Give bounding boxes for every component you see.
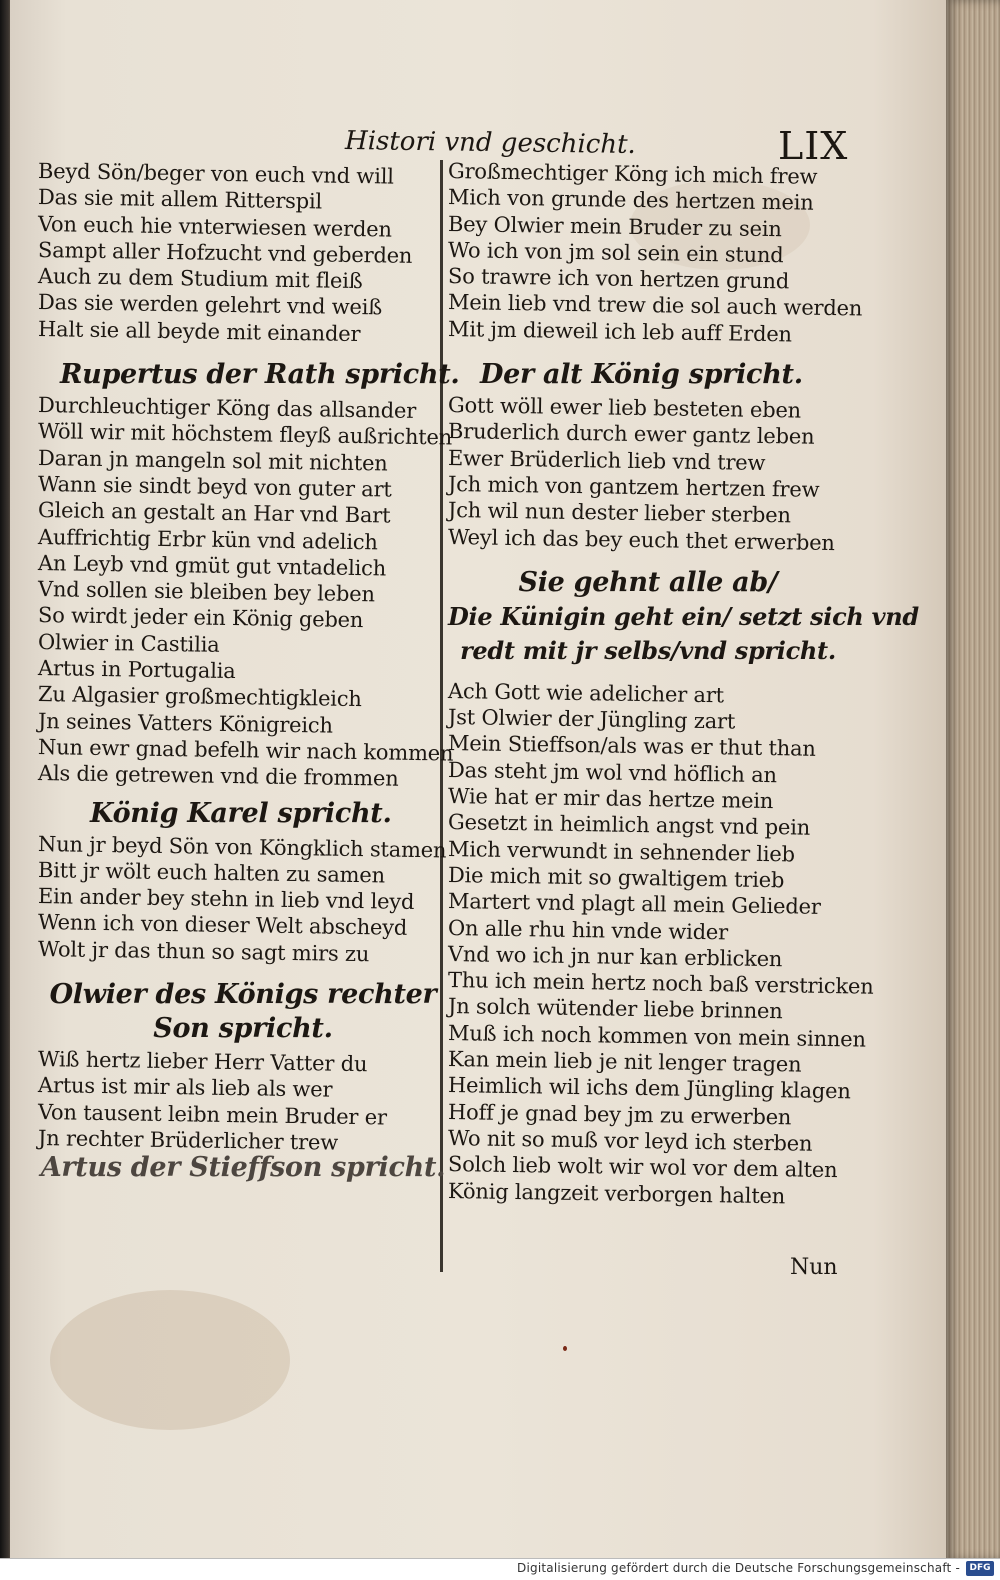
verse-line: An Leyb vnd gmüt gut vntadelich [37, 550, 387, 581]
verse-line: Mich verwundt in sehnender lieb [447, 836, 796, 867]
verse-line: Martert vnd plagt all mein Gelieder [447, 889, 821, 920]
verse-line: Jn solch wütender liebe brinnen [447, 994, 783, 1024]
verse-line: Artus ist mir als lieb als wer [37, 1073, 333, 1102]
verse-line: Ach Gott wie adelicher art [447, 678, 725, 708]
ink-speck [563, 1346, 567, 1351]
verse-line: Von euch hie vnterwiesen werden [37, 211, 392, 242]
verse-line: Das steht jm wol vnd höflich an [447, 757, 778, 787]
verse-line: Mein lieb vnd trew die sol auch werden [447, 290, 863, 321]
verse-line: Auffrichtig Erbr kün vnd adelich [37, 524, 378, 554]
verse-line: Jn seines Vatters Königreich [37, 708, 333, 738]
verse-line: Wo nit so muß vor leyd ich sterben [447, 1125, 813, 1156]
verse-line: Mit jm dieweil ich leb auff Erden [447, 316, 793, 347]
verse-line: Wann sie sindt beyd von guter art [37, 471, 392, 502]
speaker-heading-continued: Son spricht. [153, 1013, 333, 1045]
verse-line: Solch lieb wolt wir wol vor dem alten [447, 1152, 838, 1183]
verse-line: Wöll wir mit höchstem fleyß außrichten [37, 419, 453, 450]
dfg-logo: DFG [966, 1561, 994, 1576]
verse-line: Jch wil nun dester lieber sterben [447, 498, 792, 528]
speaker-heading: Olwier des Königs rechter [49, 979, 437, 1011]
verse-line: Beyd Sön/beger von euch vnd will [37, 159, 394, 189]
verse-line: Ein ander bey stehn in lieb vnd leyd [37, 884, 415, 915]
verse-line: Gesetzt in heimlich angst vnd pein [447, 810, 811, 841]
left-verse-block-1 [37, 158, 448, 346]
verse-line: Olwier in Castilia [37, 629, 220, 657]
verse-line: Wo ich von jm sol sein ein stund [447, 237, 784, 268]
verse-line: Nun ewr gnad befelh wir nach kommen [37, 734, 454, 766]
right-verse-block-3 [447, 678, 874, 1208]
verse-line: Gleich an gestalt an Har vnd Bart [37, 498, 391, 528]
verse-line: Bruderlich durch ewer gantz leben [447, 419, 815, 450]
verse-line: Sampt aller Hofzucht vnd geberden [37, 237, 413, 268]
folio-number: LIX [778, 124, 849, 168]
verse-line: So wirdt jeder ein König geben [37, 603, 364, 633]
verse-line: Wenn ich von dieser Welt abscheyd [37, 910, 408, 941]
left-column [37, 158, 460, 1185]
speaker-heading: König Karel spricht. [90, 797, 392, 829]
verse-line: Das sie mit allem Ritterspil [37, 185, 323, 214]
verse-line: Durchleuchtiger Köng das allsander [37, 393, 417, 424]
verse-line: Jn rechter Brüderlicher trew [37, 1125, 339, 1155]
verse-line: Bitt jr wölt euch halten zu samen [37, 857, 386, 888]
verse-line: Heimlich wil ichs dem Jüngling klagen [447, 1073, 851, 1104]
right-verse-block-2 [447, 392, 848, 555]
verse-line: So trawre ich von hertzen grund [447, 264, 790, 294]
verse-line: Vnd wo ich jn nur kan erblicken [447, 941, 783, 972]
running-title: Histori vnd geschicht. [344, 125, 637, 161]
verse-line: Hoff je gnad bey jm zu erwerben [447, 1099, 792, 1129]
verse-line: Das sie werden gelehrt vnd weiß [37, 290, 383, 320]
page-fore-edge [946, 0, 1000, 1560]
verse-line: König langzeit verborgen halten [447, 1178, 786, 1208]
right-verse-block-1 [447, 158, 863, 347]
verse-line: Artus in Portugalia [37, 656, 236, 684]
verse-line: Muß ich noch kommen von mein sinnen [447, 1020, 866, 1052]
verse-line: Daran jn mangeln sol mit nichten [37, 445, 388, 476]
left-verse-block-3 [37, 831, 448, 966]
verse-line: Wolt jr das thun so sagt mirs zu [37, 936, 370, 966]
verse-line: Wie hat er mir das hertze mein [447, 784, 774, 814]
verse-line: Mein Stieffson/als was er thut than [447, 731, 816, 762]
verse-line: On alle rhu hin vnde wider [447, 915, 729, 944]
verse-line: Ewer Brüderlich lieb vnd trew [447, 445, 766, 475]
verse-line: Von tausent leibn mein Bruder er [37, 1099, 387, 1130]
verse-line: Die mich mit so gwaltigem trieb [447, 862, 785, 893]
catchword: Nun [790, 1255, 838, 1280]
stage-direction: redt mit jr selbs/vnd spricht. [460, 635, 836, 665]
verse-line: Halt sie all beyde mit einander [37, 316, 361, 346]
verse-line: Mich von grunde des hertzen mein [447, 185, 814, 216]
verse-line: Thu ich mein hertz noch baß verstricken [447, 968, 874, 999]
stage-direction: Die Künigin geht ein/ setzt sich vnd [448, 601, 919, 631]
verse-line: Kan mein lieb je nit lenger tragen [447, 1047, 802, 1077]
verse-line: Wiß hertz lieber Herr Vatter du [37, 1047, 368, 1077]
verse-line: Vnd sollen sie bleiben bey leben [37, 577, 375, 607]
stage-direction: Sie gehnt alle ab/ [518, 566, 778, 598]
verse-line: Jch mich von gantzem hertzen frew [447, 471, 820, 502]
verse-line: Jst Olwier der Jüngling zart [447, 705, 736, 734]
verse-line: Als die getrewen vnd die frommen [37, 761, 399, 791]
left-verse-block-2 [37, 392, 454, 791]
verse-line: Großmechtiger Köng ich mich frew [447, 159, 818, 189]
left-verse-block-4 [37, 1046, 448, 1155]
funding-credit: Digitalisierung gefördert durch die Deutsche Forschungsgemeinschaft - [517, 1561, 960, 1575]
verse-line: Gott wöll ewer lieb besteten eben [447, 393, 802, 423]
speaker-heading: Artus der Stieffson spricht. [40, 1152, 446, 1184]
speaker-heading: Rupertus der Rath spricht. [60, 359, 460, 391]
right-column [447, 158, 919, 1208]
verse-line: Weyl ich das bey euch thet erwerben [447, 524, 835, 555]
verse-line: Auch zu dem Studium mit fleiß [37, 264, 363, 294]
speaker-heading: Der alt König spricht. [480, 359, 803, 391]
verse-line: Zu Algasier großmechtigkleich [37, 682, 362, 712]
verse-line: Nun jr beyd Sön von Köngklich stamen [37, 831, 447, 862]
footer-bar [0, 1558, 1000, 1580]
verse-line: Bey Olwier mein Bruder zu sein [447, 211, 782, 241]
